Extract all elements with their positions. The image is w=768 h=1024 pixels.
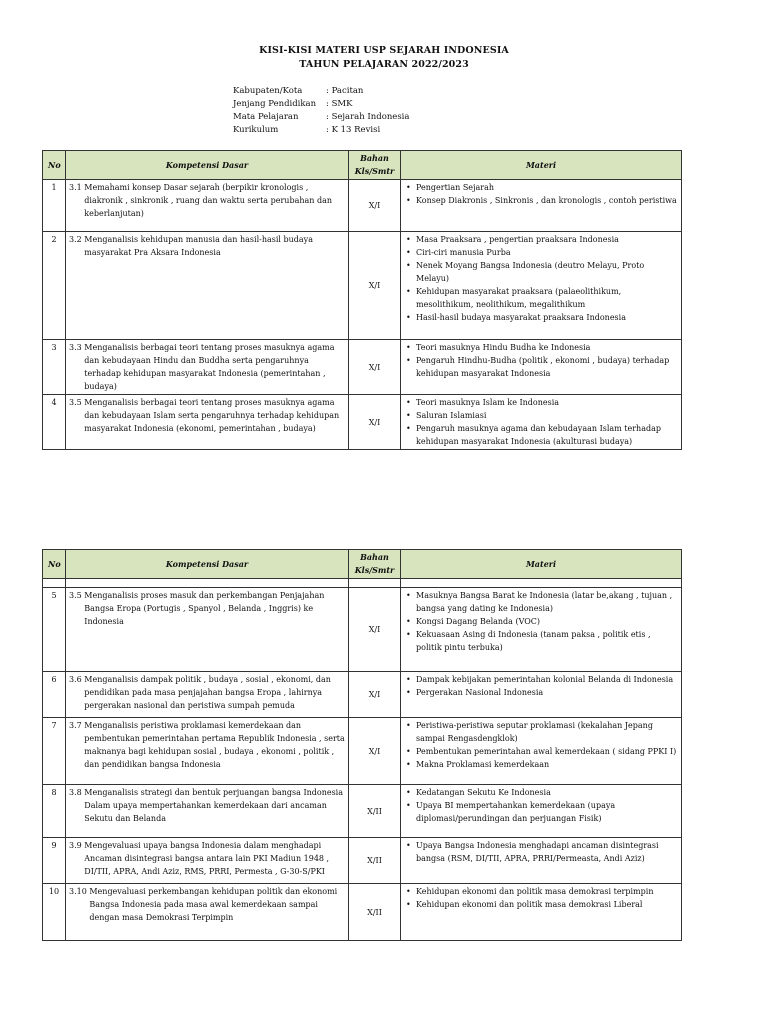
- materi-item: • Pengertian Sejarah: [404, 181, 678, 194]
- kd-cell: [66, 395, 349, 450]
- kd-text: Menganalisis proses masuk dan perkembangan Penjajahan Bangsa Eropa (Portugis , Spanyol , Belanda , Inggris) ke Indonesia: [84, 591, 325, 626]
- bahan-cell: X/I: [349, 718, 401, 785]
- meta-row-jenjang: [233, 98, 409, 111]
- kd-text: Menganalisis dampak politik , budaya , sosial , ekonomi, dan pendidikan pada masa penjajahan bangsa Eropa , lahirnya pergerakan nasional dan peristiwa sumpah pemuda: [84, 675, 331, 710]
- spacer-cell: [349, 579, 401, 588]
- materi-cell: [401, 340, 682, 395]
- header-materi: Materi: [401, 550, 682, 579]
- row-number: 10: [43, 884, 66, 941]
- table-row: [43, 395, 682, 450]
- materi-list: [404, 396, 678, 448]
- meta-label: Kurikulum: [233, 125, 279, 135]
- materi-cell: [401, 180, 682, 232]
- table-row: [43, 718, 682, 785]
- materi-list: [404, 839, 678, 865]
- table-header-row: [43, 151, 682, 180]
- materi-item: • Kehidupan masyarakat praaksara (palaeolithikum, mesolithikum, neolithikum, megalithikum: [404, 285, 678, 311]
- kd-cell: [66, 232, 349, 340]
- row-number: 8: [43, 785, 66, 838]
- materi-list: [404, 786, 678, 825]
- row-number: 7: [43, 718, 66, 785]
- kd-text: Menganalisis berbagai teori tentang proses masuknya agama dan kebudayaan Hindu dan Buddha serta pengaruhnya terhadap kehidupan masyarakat Indonesia (pemerintahan , budaya): [84, 343, 335, 391]
- table-row: [43, 672, 682, 718]
- materi-cell: [401, 232, 682, 340]
- kd-cell: [66, 340, 349, 395]
- materi-cell: [401, 588, 682, 672]
- header-no: No: [43, 151, 66, 180]
- bahan-cell: X/I: [349, 232, 401, 340]
- meta-label: Jenjang Pendidikan: [233, 99, 317, 109]
- meta-value: : Pacitan: [326, 86, 364, 96]
- kd-cell: [66, 884, 349, 941]
- materi-item: • Kekuasaan Asing di Indonesia (tanam paksa , politik etis , politik pintu terbuka): [404, 628, 678, 654]
- materi-item: • Teori masuknya Islam ke Indonesia: [404, 396, 678, 409]
- meta-row-kabupaten: [233, 85, 409, 98]
- document-subtitle: TAHUN PELAJARAN 2022/2023: [299, 59, 469, 70]
- materi-item: • Hasil-hasil budaya masyarakat praaksara Indonesia: [404, 311, 678, 324]
- kd-text: Mengevaluasi upaya bangsa Indonesia dalam menghadapi Ancaman disintegrasi bangsa antara lain PKI Madiun 1948 , DI/TII, APRA, Andi Aziz, RMS, PRRI, Permesta , G-30-S/PKI: [84, 841, 330, 876]
- header-no: No: [43, 550, 66, 579]
- kd-number: 3.10: [69, 887, 87, 896]
- kd-text: Menganalisis berbagai teori tentang proses masuknya agama dan kebudayaan Islam serta pengaruhnya terhadap kehidupan masyarakat Indonesia (ekonomi, pemerintahan , budaya): [84, 398, 340, 433]
- materi-cell: [401, 672, 682, 718]
- kd-cell: [66, 838, 349, 884]
- kd-number: 3.6: [69, 675, 82, 684]
- materi-item: • Ciri-ciri manusia Purba: [404, 246, 678, 259]
- materi-item: • Masuknya Bangsa Barat ke Indonesia (latar be,akang , tujuan , bangsa yang dating ke Indonesia): [404, 589, 678, 615]
- materi-item: • Pengaruh masuknya agama dan kebudayaan Islam terhadap kehidupan masyarakat Indonesia (akulturasi budaya): [404, 422, 678, 448]
- header-materi: Materi: [401, 151, 682, 180]
- header-bahan-line1: Bahan: [360, 552, 389, 562]
- row-number: 1: [43, 180, 66, 232]
- header-bahan-line2: Kls/Smtr: [354, 166, 395, 176]
- table-row: [43, 884, 682, 941]
- materi-item: • Kehidupan ekonomi dan politik masa demokrasi Liberal: [404, 898, 678, 911]
- materi-item: • Nenek Moyang Bangsa Indonesia (deutro Melayu, Proto Melayu): [404, 259, 678, 285]
- materi-list: [404, 233, 678, 324]
- materi-item: • Kehidupan ekonomi dan politik masa demokrasi terpimpin: [404, 885, 678, 898]
- materi-item: • Konsep Diakronis , Sinkronis , dan kronologis , contoh peristiwa: [404, 194, 678, 207]
- table-row: [43, 838, 682, 884]
- meta-label: Mata Pelajaran: [233, 112, 299, 122]
- materi-item: • Upaya Bangsa Indonesia menghadapi ancaman disintegrasi bangsa (RSM, DI/TII, APRA, PRRI/Permeasta, Andi Aziz): [404, 839, 678, 865]
- row-number: 5: [43, 588, 66, 672]
- document-title: KISI-KISI MATERI USP SEJARAH INDONESIA: [259, 45, 509, 56]
- row-number: 3: [43, 340, 66, 395]
- meta-row-kurikulum: [233, 124, 409, 137]
- materi-item: • Kedatangan Sekutu Ke Indonesia: [404, 786, 678, 799]
- kd-number: 3.1: [69, 183, 82, 192]
- materi-item: • Upaya BI mempertahankan kemerdekaan (upaya diplomasi/perundingan dan perjuangan Fisik): [404, 799, 678, 825]
- spacer-cell: [43, 579, 66, 588]
- materi-cell: [401, 785, 682, 838]
- row-number: 9: [43, 838, 66, 884]
- meta-block: [233, 85, 409, 137]
- materi-item: • Teori masuknya Hindu Budha ke Indonesia: [404, 341, 678, 354]
- materi-cell: [401, 395, 682, 450]
- kd-text: Menganalisis peristiwa proklamasi kemerdekaan dan pembentukan pemerintahan pertama Republik Indonesia , serta maknanya bagi kehidupan sosial , budaya , ekonomi , politik , dan pendidikan bangsa Indonesia: [84, 721, 345, 769]
- materi-item: • Pergerakan Nasional Indonesia: [404, 686, 678, 699]
- kd-number: 3.5: [69, 591, 82, 600]
- bahan-cell: X/I: [349, 672, 401, 718]
- spacer-cell: [66, 579, 349, 588]
- materi-item: • Pembentukan pemerintahan awal kemerdekaan ( sidang PPKI I): [404, 745, 678, 758]
- kd-number: 3.8: [69, 788, 82, 797]
- materi-item: • Masa Praaksara , pengertian praaksara Indonesia: [404, 233, 678, 246]
- kisi-table-1: [42, 150, 682, 450]
- bahan-cell: X/I: [349, 340, 401, 395]
- meta-value: : K 13 Revisi: [326, 125, 381, 135]
- materi-cell: [401, 718, 682, 785]
- bahan-cell: X/II: [349, 884, 401, 941]
- kd-cell: [66, 588, 349, 672]
- header-bahan-line1: Bahan: [360, 153, 389, 163]
- row-number: 2: [43, 232, 66, 340]
- materi-list: [404, 885, 678, 911]
- header-bahan-line2: Kls/Smtr: [354, 565, 395, 575]
- kisi-table-2: [42, 549, 682, 941]
- kd-text: Menganalisis strategi dan bentuk perjuangan bangsa Indonesia Dalam upaya mempertahankan kemerdekaan dari ancaman Sekutu dan Belanda: [84, 788, 344, 823]
- kd-cell: [66, 785, 349, 838]
- bahan-cell: X/II: [349, 838, 401, 884]
- materi-item: • Dampak kebijakan pemerintahan kolonial Belanda di Indonesia: [404, 673, 678, 686]
- header-kd: Kompetensi Dasar: [66, 151, 349, 180]
- table-header-row: [43, 550, 682, 579]
- row-number: 4: [43, 395, 66, 450]
- materi-list: [404, 589, 678, 654]
- bahan-cell: X/II: [349, 785, 401, 838]
- meta-row-mapel: [233, 111, 409, 124]
- materi-cell: [401, 884, 682, 941]
- header-bahan: [349, 550, 401, 579]
- materi-list: [404, 719, 678, 771]
- table-row: [43, 232, 682, 340]
- meta-value: : Sejarah Indonesia: [326, 112, 410, 122]
- materi-list: [404, 181, 678, 207]
- materi-list: [404, 341, 678, 380]
- spacer-cell: [401, 579, 682, 588]
- kd-number: 3.2: [69, 235, 82, 244]
- bahan-cell: X/I: [349, 395, 401, 450]
- header-kd: Kompetensi Dasar: [66, 550, 349, 579]
- materi-item: • Saluran Islamiasi: [404, 409, 678, 422]
- materi-list: [404, 673, 678, 699]
- table-row: [43, 180, 682, 232]
- kd-number: 3.9: [69, 841, 82, 850]
- materi-cell: [401, 838, 682, 884]
- materi-item: • Kongsi Dagang Belanda (VOC): [404, 615, 678, 628]
- meta-label: Kabupaten/Kota: [233, 86, 303, 96]
- kd-text: Menganalisis kehidupan manusia dan hasil-hasil budaya masyarakat Pra Aksara Indonesia: [84, 235, 313, 257]
- bahan-cell: X/I: [349, 588, 401, 672]
- meta-value: : SMK: [326, 99, 353, 109]
- materi-item: • Peristiwa-peristiwa seputar proklamasi (kekalahan Jepang sampai Rengasdengklok): [404, 719, 678, 745]
- row-number: 6: [43, 672, 66, 718]
- bahan-cell: X/I: [349, 180, 401, 232]
- kd-cell: [66, 718, 349, 785]
- kd-number: 3.7: [69, 721, 82, 730]
- kd-text: Mengevaluasi perkembangan kehidupan politik dan ekonomi Bangsa Indonesia pada masa awal kemerdekaan sampai dengan masa Demokrasi Terpimpin: [89, 887, 338, 922]
- kd-number: 3.3: [69, 343, 82, 352]
- kd-cell: [66, 180, 349, 232]
- materi-item: • Makna Proklamasi kemerdekaan: [404, 758, 678, 771]
- header-bahan: [349, 151, 401, 180]
- table-row: [43, 588, 682, 672]
- kd-text: Memahami konsep Dasar sejarah (berpikir kronologis , diakronik , sinkronik , ruang dan waktu serta perubahan dan keberlanjutan): [84, 183, 332, 218]
- table-row: [43, 785, 682, 838]
- materi-item: • Pengaruh Hindhu-Budha (politik , ekonomi , budaya) terhadap kehidupan masyarakat Indonesia: [404, 354, 678, 380]
- table-row: [43, 340, 682, 395]
- spacer-row: [43, 579, 682, 588]
- kd-cell: [66, 672, 349, 718]
- kd-number: 3.5: [69, 398, 82, 407]
